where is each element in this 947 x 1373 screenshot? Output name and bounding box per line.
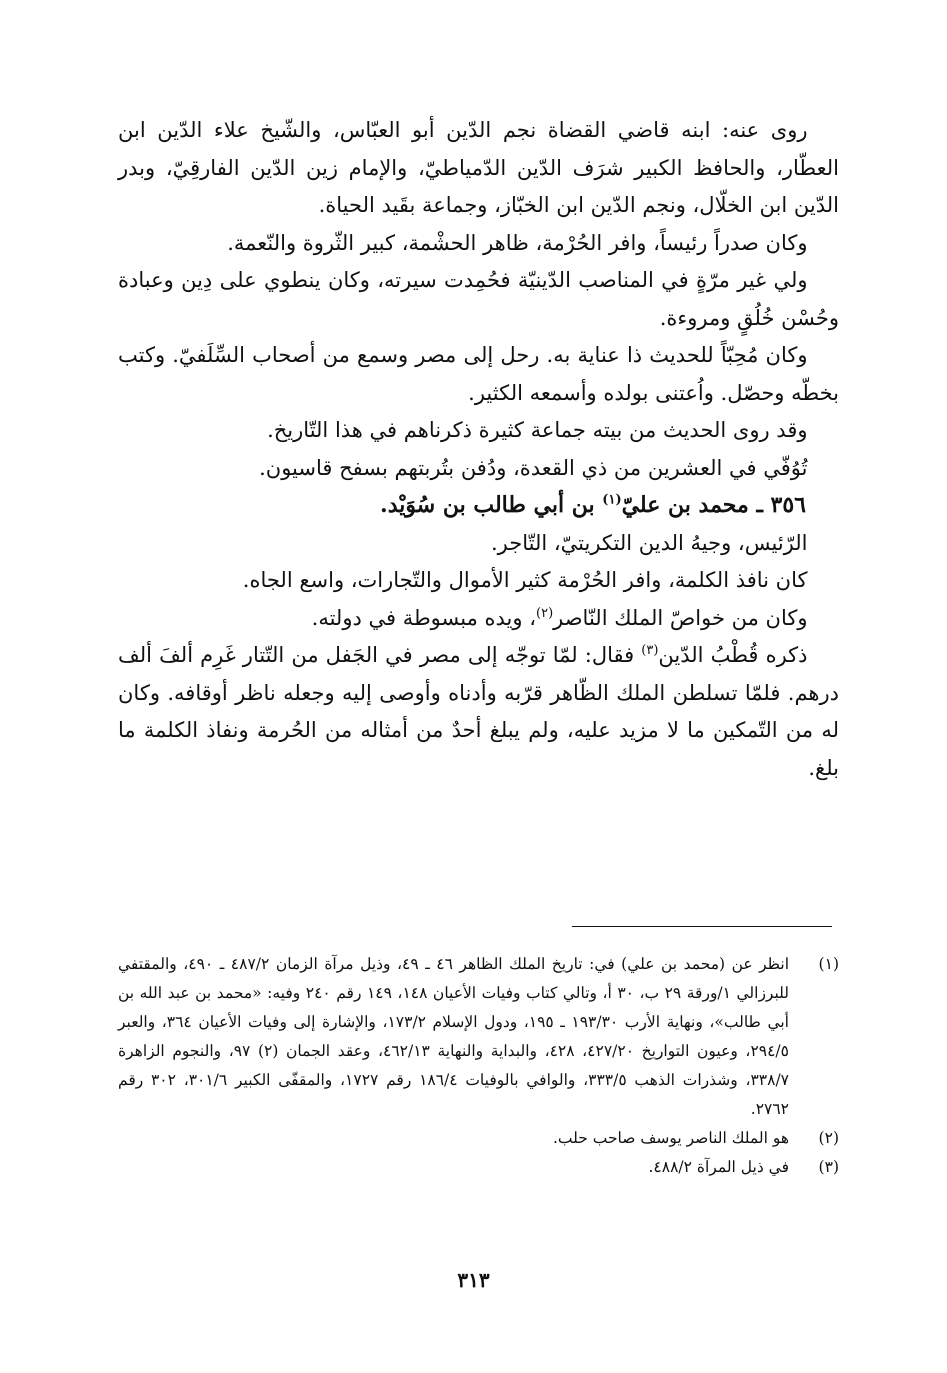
page-number: ٣١٣ <box>457 1268 490 1292</box>
footnote-text: انظر عن (محمد بن علي) في: تاريخ الملك الظاهر ٤٦ ـ ٤٩، وذيل مرآة الزمان ٤٨٧/٢ ـ ٤٩٠، والمقتفي للبرزالي ١/ورقة ٢٩ ب، ٣٠ أ، وتالي كتاب وفيات الأعيان ١٤٨، ١٤٩ رقم ٢٤٠ وفيه: «محمد بن عبد الله بن أبي طالب»، ونهاية الأرب ١٩٣/٣٠ ـ ١٩٥، ودول الإسلام ١٧٣/٢، والإشارة إلى وفيات الأعيان ٣٦٤، والعبر ٢٩٤/٥، وعيون التواريخ ٤٢٧/٢٠، ٤٢٨، والبداية والنهاية ٤٦٢/١٣، وعقد الجمان (٢) ٩٧، والنجوم الزاهرة ٣٣٨/٧، وشذرات الذهب ٣٣٣/٥، والوافي بالوفيات ١٨٦/٤ رقم ١٧٢٧، والمقفّى الكبير ٣٠١/٦، ٣٠٢ رقم ٢٧٦٢. <box>118 955 790 1118</box>
paragraph: وكان صدراً رئيساً، وافر الحُرْمة، ظاهر الحشْمة، كبير الثّروة والنّعمة. <box>227 230 808 255</box>
entry-heading <box>118 487 839 525</box>
footnote-separator <box>572 926 832 927</box>
paragraph <box>118 600 839 638</box>
paragraph: روى عنه: ابنه قاضي القضاة نجم الدّين أبو العبّاس، والشّيخ علاء الدّين ابن العطّار، والحافظ الكبير شرَف الدّين الدّمياطيّ، والإمام زين الدّين الفارقِيّ، وبدر الدّين ابن الخلّال، ونجم الدّين ابن الخبّاز، وجماعة بقَيد الحياة. <box>118 118 839 217</box>
entry-heading-text: بن أبي طالب بن سُوَيْد. <box>380 492 603 518</box>
footnote-ref: (٢) <box>536 605 554 621</box>
footnote <box>118 1124 839 1153</box>
footnote-number: (٣) <box>818 1158 839 1176</box>
paragraph: تُوُفّي في العشرين من ذي القعدة، ودُفن بتُربتهم بسفح قاسيون. <box>259 455 808 480</box>
entry-heading-text: ٣٥٦ ـ محمد بن عليّ <box>621 492 806 518</box>
footnote <box>118 1153 839 1182</box>
footnote-text: في ذيل المرآة ٤٨٨/٢. <box>648 1158 789 1176</box>
paragraph: وكان مُحِبّاً للحديث ذا عناية به. رحل إلى مصر وسمع من أصحاب السِّلَفيّ. وكتب بخطّه وحصّل. واُعتنى بولده وأسمعه الكثير. <box>118 343 839 405</box>
text-span: فقال: لمّا توجّه إلى مصر في الجَفل من التّتار غَرِم ألفَ ألف درهم. فلمّا تسلطن الملك الظّاهر قرّبه وأدناه وأوصى إليه وجعله ناظر أوقافه. وكان له من التّمكين ما لا مزيد عليه، ولم يبلغ أحدٌ من أمثاله من الحُرمة ونفاذ الكلمة ما بلغ. <box>118 643 839 780</box>
footnote <box>118 950 839 1124</box>
footnotes <box>118 950 839 1182</box>
footnote-text: هو الملك الناصر يوسف صاحب حلب. <box>552 1129 789 1147</box>
paragraph: وقد روى الحديث من بيته جماعة كثيرة ذكرناهم في هذا التّاريخ. <box>267 418 808 442</box>
paragraph: كان نافذ الكلمة، وافر الحُرْمة كثير الأموال والتّجارات، واسع الجاه. <box>242 568 808 592</box>
text-span: ذكره قُطْبُ الدّين <box>658 643 808 667</box>
footnote-ref: (١) <box>602 492 622 508</box>
paragraph <box>118 637 839 787</box>
footnote-ref: (٣) <box>641 643 659 658</box>
footnote-number: (٢) <box>818 1129 839 1147</box>
footnote-number: (١) <box>818 955 839 973</box>
paragraph: الرّئيس، وجيهُ الدين التكريتيّ، التّاجر. <box>491 530 808 555</box>
main-text <box>118 112 839 787</box>
paragraph: ولي غير مرّةٍ في المناصب الدّينيّة فحُمِدت سيرته، وكان ينطوي على دِين وعبادة وحُسْن خُلُقٍ ومروءة. <box>118 268 839 330</box>
text-span: ، ويده مبسوطة في دولته. <box>311 605 536 630</box>
text-span: وكان من خواصّ الملك النّاصر <box>553 605 808 630</box>
